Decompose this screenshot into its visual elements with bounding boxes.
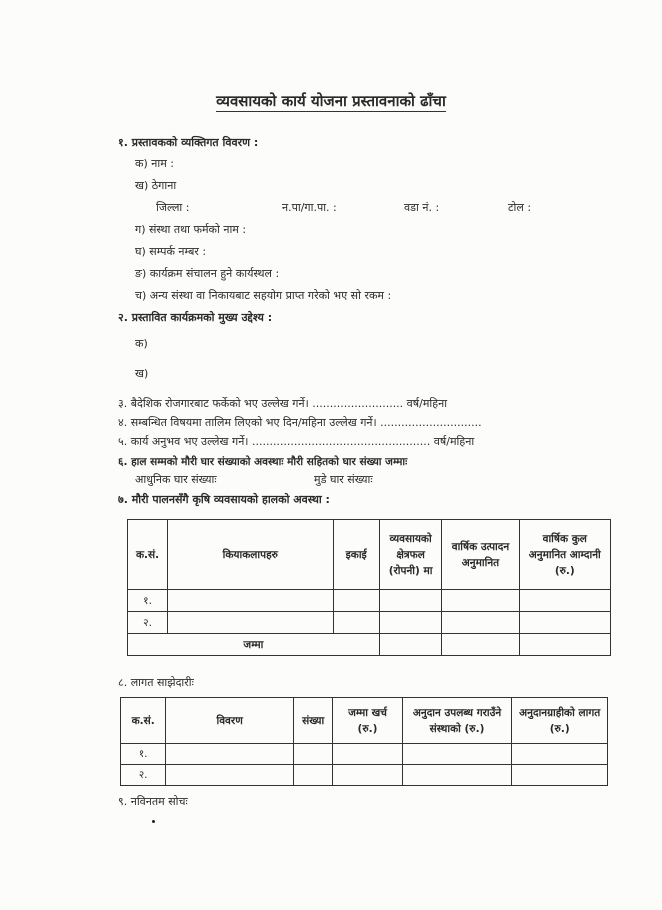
- page-title: व्यवसायको कार्य योजना प्रस्तावनाको ढाँचा: [216, 92, 446, 110]
- header-cell: क.सं.: [128, 520, 168, 590]
- cell[interactable]: [442, 612, 519, 634]
- cell[interactable]: [402, 765, 512, 786]
- header-cell: वार्षिक कुल अनुमानित आम्दानी (रु.): [519, 520, 611, 590]
- org-name-label: ग) संस्था तथा फर्मको नाम :: [135, 223, 247, 236]
- section-6-text: ६. हाल सम्मको मौरी घार संख्याको अवस्थाः मौरी सहितको घार संख्या जम्माः: [118, 456, 408, 468]
- cell[interactable]: [333, 765, 402, 786]
- cell[interactable]: [519, 634, 611, 656]
- cell[interactable]: [333, 612, 379, 634]
- address-label: ख) ठेगाना: [135, 179, 177, 192]
- log-hive-label: मुडे घार संख्याः: [314, 473, 373, 486]
- header-cell: कियाकलापहरु: [168, 520, 333, 590]
- tole-label: टोल :: [508, 201, 532, 214]
- header-cell: विवरण: [166, 698, 294, 744]
- header-cell: व्यवसायको क्षेत्रफल (रोपनी) मा: [379, 520, 442, 590]
- row-number: १.: [128, 590, 168, 612]
- cell[interactable]: [402, 744, 512, 765]
- table-header-row: [121, 698, 608, 744]
- cell[interactable]: [166, 765, 294, 786]
- district-label: जिल्ला :: [156, 201, 190, 214]
- cell[interactable]: [333, 590, 379, 612]
- cell[interactable]: [512, 744, 608, 765]
- cell[interactable]: [294, 744, 333, 765]
- objective-b-label: ख): [135, 367, 149, 380]
- table-row: [121, 744, 608, 765]
- section-1-heading: १. प्रस्तावकको व्यक्तिगत विवरण :: [118, 136, 259, 149]
- row-number: २.: [128, 612, 168, 634]
- header-cell: जम्मा खर्च (रु.): [333, 698, 402, 744]
- cell[interactable]: [168, 612, 333, 634]
- support-amount-label: च) अन्य संस्था वा निकायबाट सहयोग प्राप्त गरेको भए सो रकम :: [135, 289, 392, 302]
- section-8-heading: ८. लागत साझेदारीः: [118, 676, 194, 689]
- cell[interactable]: [512, 765, 608, 786]
- cell[interactable]: [442, 590, 519, 612]
- table-row: [128, 590, 611, 612]
- cell[interactable]: [168, 590, 333, 612]
- contact-label: घ) सम्पर्क नम्बर :: [135, 245, 207, 258]
- header-cell: अनुदानग्राहीको लागत (रु.): [512, 698, 608, 744]
- total-row: [128, 634, 611, 656]
- header-cell: अनुदान उपलब्ध गराउँने संस्थाको (रु.): [402, 698, 512, 744]
- cell[interactable]: [379, 612, 442, 634]
- agri-status-table: [127, 519, 611, 656]
- section-3-text: ३. बैदेशिक रोजगारबाट फर्केको भए उल्लेख गर्ने। .......................... वर्ष/महिना: [118, 397, 448, 410]
- cell[interactable]: [379, 590, 442, 612]
- section-7-heading: ७. मौरी पालनसँगै कृषि व्यवसायको हालको अवस्था :: [118, 493, 330, 506]
- objective-a-label: क): [135, 337, 148, 350]
- total-label: जम्मा: [128, 634, 380, 656]
- header-cell: वार्षिक उत्पादन अनुमानित: [442, 520, 519, 590]
- section-4-text: ४. सम्बन्धित विषयमा तालिम लिएको भए दिन/महिना उल्लेख गर्ने। .............................: [118, 416, 482, 429]
- header-cell: क.सं.: [121, 698, 166, 744]
- table-header-row: [128, 520, 611, 590]
- table-row: [128, 612, 611, 634]
- row-number: २.: [121, 765, 166, 786]
- cell[interactable]: [519, 612, 611, 634]
- header-cell: संख्या: [294, 698, 333, 744]
- cell[interactable]: [519, 590, 611, 612]
- header-cell: इकाई: [333, 520, 379, 590]
- cell[interactable]: [166, 744, 294, 765]
- table-row: [121, 765, 608, 786]
- bullet-dot: [152, 820, 155, 823]
- row-number: १.: [121, 744, 166, 765]
- cell[interactable]: [333, 744, 402, 765]
- workplace-label: ङ) कार्यक्रम संचालन हुने कार्यस्थल :: [135, 267, 280, 280]
- cell[interactable]: [379, 634, 442, 656]
- section-5-text: ५. कार्य अनुभव भए उल्लेख गर्ने। ................................................... वर्ष/महिना: [118, 435, 475, 448]
- cost-sharing-table: [120, 697, 608, 786]
- municipality-label: न.पा/गा.पा. :: [282, 201, 337, 214]
- modern-hive-label: आधुनिक घार संख्याः: [135, 473, 217, 486]
- cell[interactable]: [294, 765, 333, 786]
- section-9-heading: ९. नविनतम सोचः: [118, 795, 188, 808]
- section-2-heading: २. प्रस्तावित कार्यक्रमको मुख्य उद्देश्य :: [118, 311, 273, 324]
- name-field-label: क) नाम :: [135, 157, 174, 170]
- cell[interactable]: [442, 634, 519, 656]
- ward-label: वडा नं. :: [404, 201, 440, 214]
